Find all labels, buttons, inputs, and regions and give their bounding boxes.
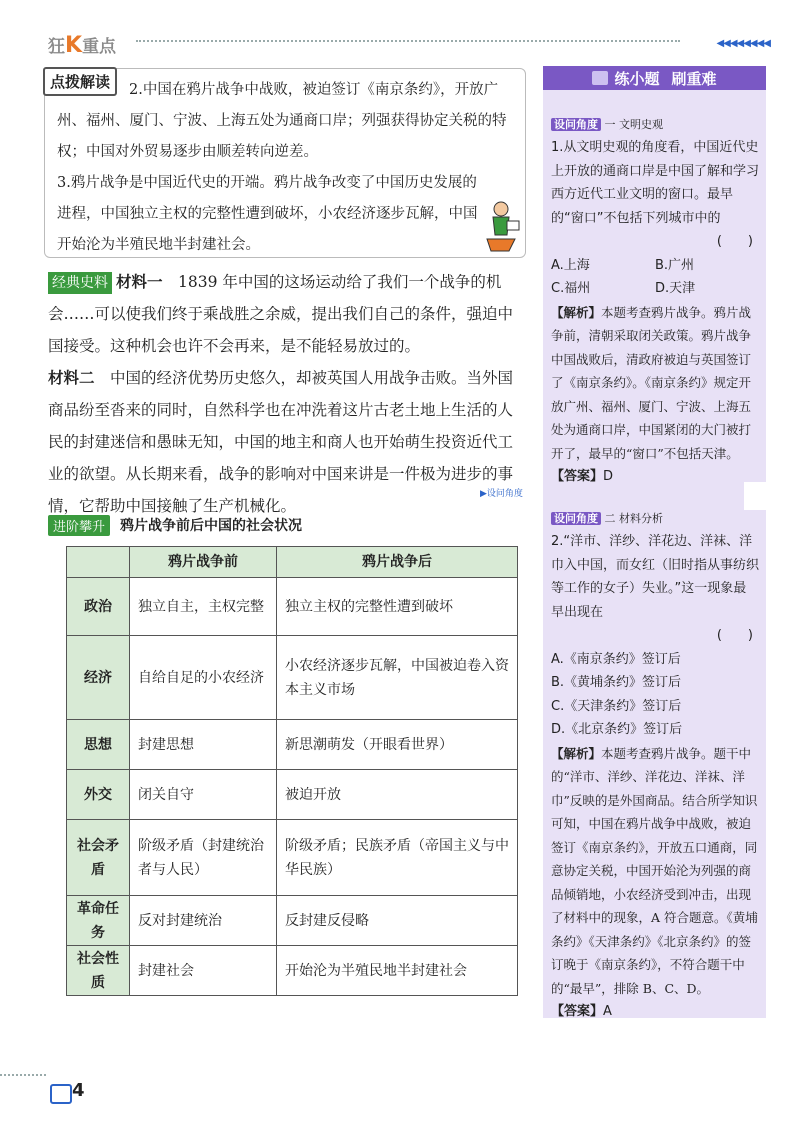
option-b[interactable]: B.广州 (655, 257, 695, 273)
header-arrows-icon: ◀◀◀◀◀◀◀◀ (716, 38, 770, 49)
table-corner-cell (67, 547, 130, 578)
col-header-before: 鸦片战争前 (130, 547, 277, 578)
cell-after: 被迫开放 (277, 770, 518, 820)
table-row (67, 820, 518, 896)
historical-materials (48, 266, 528, 522)
question-stem: 1.从文明史观的角度看，中国近代史上开放的通商口岸是中国了解和学习西方近代工业文明的窗口。最早的“窗口”不包括下列城市中的 (551, 140, 760, 226)
table-row (67, 946, 518, 996)
row-aspect: 社会性质 (67, 946, 130, 996)
practice-title-2: 刷重难 (671, 69, 717, 88)
cell-before: 封建思想 (130, 720, 277, 770)
analysis: 【解析】本题考查鸦片战争。鸦片战争前，清朝采取闭关政策。鸦片战争中国战败后，清政府被迫与英国签订了《南京条约》。《南京条约》规定开放广州、福州、厦门、宁波、上海五处为通商口岸，中国紧闭的大门被打开了，最早的“窗口”不包括天津。 (551, 304, 752, 461)
row-aspect: 政治 (67, 578, 130, 636)
sidebar-edge-gap (744, 482, 768, 510)
practice-header (543, 66, 766, 90)
answer-blank[interactable]: ( ) (716, 628, 753, 643)
row-aspect: 外交 (67, 770, 130, 820)
table-title: 鸦片战争前后中国的社会状况 (120, 518, 303, 534)
keypoint-text: 2.中国在鸦片战争中战败，被迫签订《南京条约》，开放广 州、福州、厦门、宁波、上海五处为通商口岸；列强获得协定关税的特 权；中国对外贸易逐步由顺差转向逆差。 3.鸦片战争是中国近代史的开端。鸦片战争改变了中国历史发展的 进程，中国独立主权的完整性遭到破坏，小农经济逐步瓦解，中国 开始沦为半殖民地半封建社会。 (57, 82, 507, 253)
cell-before: 独立自主，主权完整 (130, 578, 277, 636)
cell-after: 新思潮萌发（开眼看世界） (277, 720, 518, 770)
answer-blank[interactable]: ( ) (716, 234, 753, 249)
table-row (67, 636, 518, 720)
table-heading (48, 514, 302, 536)
comparison-table (66, 546, 518, 996)
header-dotted-rule (136, 40, 680, 42)
angle-tag: 设问角度 (551, 512, 601, 525)
material-one-label: 材料一 (116, 273, 163, 291)
question-2 (551, 530, 759, 1024)
row-aspect: 社会矛盾 (67, 820, 130, 896)
angle-text: 一 文明史观 (604, 118, 663, 131)
option-d[interactable]: D.天津 (655, 281, 696, 296)
option-b[interactable]: B.《黄埔条约》签订后 (551, 675, 682, 690)
cell-after: 开始沦为半殖民地半封建社会 (277, 946, 518, 996)
keypoint-box (44, 68, 526, 258)
advance-tag: 进阶攀升 (48, 515, 110, 536)
col-header-after: 鸦片战争后 (277, 547, 518, 578)
cell-after: 阶级矛盾；民族矛盾（帝国主义与中华民族） (277, 820, 518, 896)
footer-dotted-rule (0, 1074, 46, 1076)
question-1 (551, 136, 759, 489)
material-two-text: 中国的经济优势历史悠久，却被英国人用战争击败。当外国商品纷至沓来的同时，自然科学也在冲洗着这片古老土地上生活的人民的封建迷信和愚昧无知，中国的地主和商人也开始萌生投资近代工业的欲望。从长期来看，战争的影响对中国来讲是一件极为进步的事情，它帮助中国接触了生产机械化。 (48, 369, 514, 515)
option-a[interactable]: A.《南京条约》签订后 (551, 651, 681, 667)
cell-before: 阶级矛盾（封建统治者与人民） (130, 820, 277, 896)
table-header-row (67, 547, 518, 578)
row-aspect: 思想 (67, 720, 130, 770)
answer: 【答案】D (551, 469, 614, 484)
table-row (67, 770, 518, 820)
material-two-label: 材料二 (48, 369, 95, 387)
table-row (67, 578, 518, 636)
analysis: 【解析】本题考查鸦片战争。题干中的“洋市、洋纱、洋花边、洋袜、洋巾”反映的是外国商品。结合所学知识可知，中国在鸦片战争中战败，被迫签订《南京条约》，开放五口通商，同意协定关税，中国开始沦为列强的商品倾销地，小农经济受到冲击，出现了材料中的现象，A 符合题意。《黄埔条约》《天津条约》《北京条约》的签订晚于《南京条约》，不符合题干中的“最早”，排除 B、C、D。 (551, 745, 758, 996)
cell-after: 反封建反侵略 (277, 896, 518, 946)
cell-after: 独立主权的完整性遭到破坏 (277, 578, 518, 636)
table-row (67, 896, 518, 946)
angle-text: 二 材料分析 (604, 512, 663, 525)
material-one-text: 1839 年中国的这场运动给了我们一个战争的机会……可以使我们终于乘战胜之余威，提出我们自己的条件，强迫中国接受。这种机会也许不会再来，是不能轻易放过的。 (48, 273, 514, 355)
cell-before: 反对封建统治 (130, 896, 277, 946)
cell-after: 小农经济逐步瓦解，中国被迫卷入资本主义市场 (277, 636, 518, 720)
option-d[interactable]: D.《北京条约》签订后 (551, 722, 683, 737)
question-stem: 2.“洋市、洋纱、洋花边、洋袜、洋巾入中国，而女红（旧时指从事纺织等工作的女子）失业。”这一现象最早出现在 (551, 534, 760, 620)
page-number: 4 (72, 1080, 85, 1101)
question-angle-1 (551, 116, 663, 132)
cell-before: 自给自足的小农经济 (130, 636, 277, 720)
option-c[interactable]: C.福州 (551, 281, 591, 296)
cell-before: 封建社会 (130, 946, 277, 996)
question-angle-2 (551, 510, 663, 526)
book-icon (592, 71, 608, 85)
answer: 【答案】A (551, 1004, 612, 1019)
row-aspect: 经济 (67, 636, 130, 720)
option-c[interactable]: C.《天津条约》签订后 (551, 698, 682, 714)
question-angle-link[interactable]: ▶设问角度 (480, 489, 523, 499)
angle-tag: 设问角度 (551, 118, 601, 131)
cell-before: 闭关自守 (130, 770, 277, 820)
practice-title-1: 练小题 (614, 69, 660, 88)
cartoon-reader-icon (479, 199, 521, 253)
table-row (67, 720, 518, 770)
row-aspect: 革命任务 (67, 896, 130, 946)
keypoint-tag: 点拨解读 (43, 67, 117, 96)
practice-sidebar (543, 66, 766, 1018)
materials-tag: 经典史料 (48, 272, 112, 294)
book-logo: 狂K重点 (48, 33, 117, 58)
option-a[interactable]: A.上海 (551, 257, 590, 273)
calendar-icon (50, 1084, 72, 1104)
